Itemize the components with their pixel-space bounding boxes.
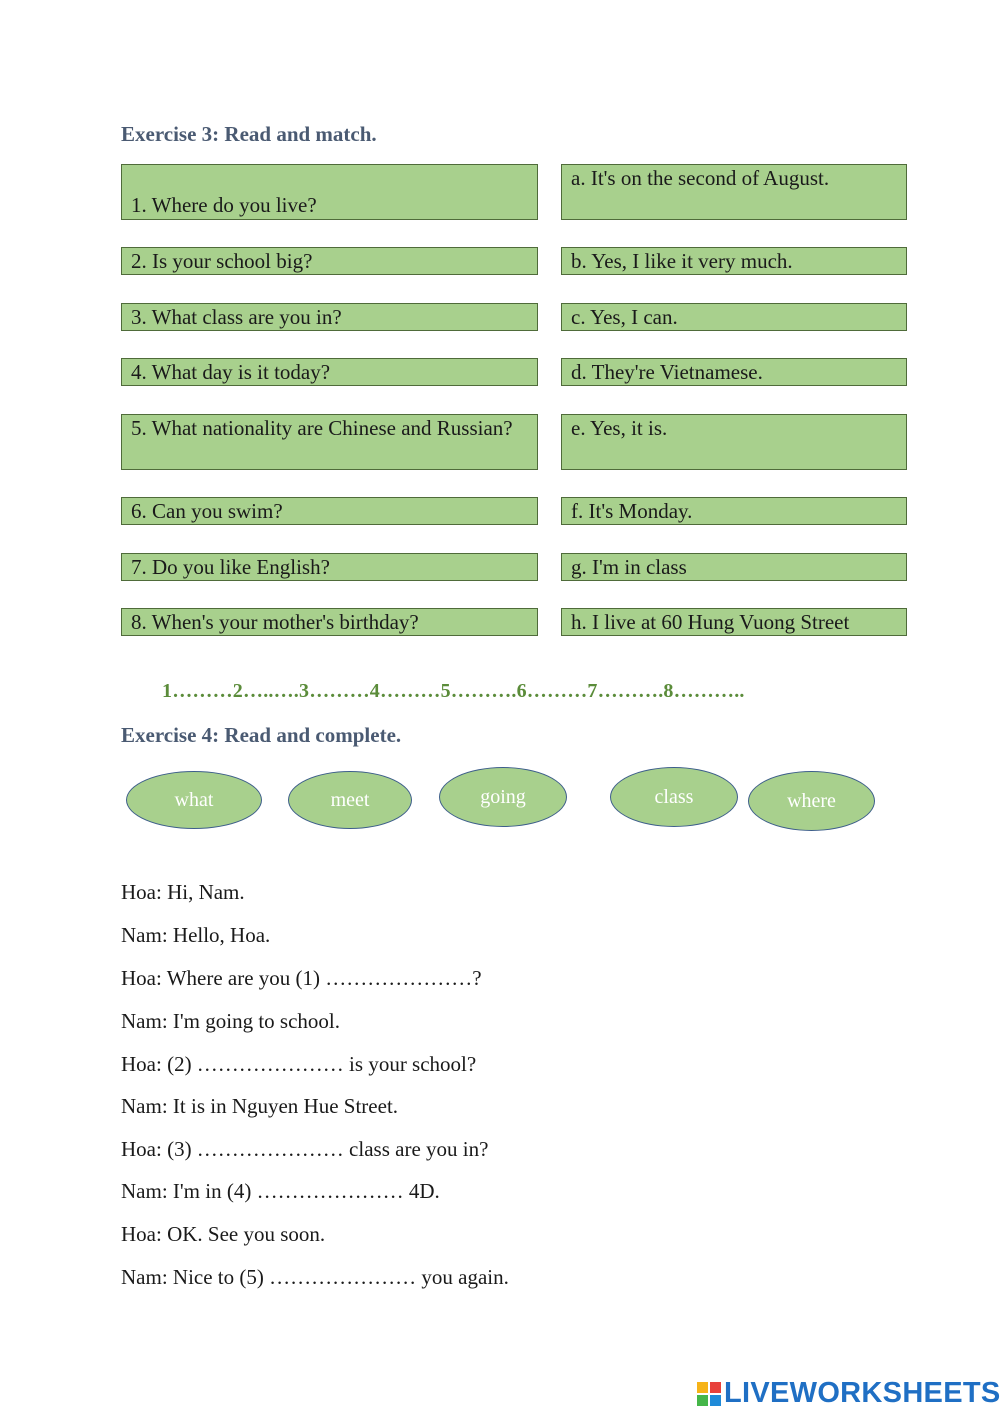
answer-c: c. Yes, I can.: [561, 303, 907, 331]
dialogue-line-8[interactable]: Nam: I'm in (4) ………………… 4D.: [121, 1179, 440, 1203]
exercise-4-title: Exercise 4: Read and complete.: [121, 723, 402, 747]
word-bank-where: where: [748, 771, 875, 831]
dialogue-line-4: Nam: I'm going to school.: [121, 1009, 341, 1033]
question-2: 2. Is your school big?: [121, 247, 538, 275]
question-8: 8. When's your mother's birthday?: [121, 608, 538, 636]
answer-b: b. Yes, I like it very much.: [561, 247, 907, 275]
dialogue-line-7[interactable]: Hoa: (3) ………………… class are you in?: [121, 1137, 489, 1161]
word-bank-meet: meet: [288, 771, 412, 829]
exercise-3-title: Exercise 3: Read and match.: [121, 122, 377, 146]
dialogue-line-3[interactable]: Hoa: Where are you (1) …………………?: [121, 966, 482, 990]
word-bank-class: class: [610, 767, 738, 827]
answer-f: f. It's Monday.: [561, 497, 907, 525]
question-3: 3. What class are you in?: [121, 303, 538, 331]
dialogue-line-9: Hoa: OK. See you soon.: [121, 1222, 326, 1246]
answer-e: e. Yes, it is.: [561, 414, 907, 470]
logo-text: LIVEWORKSHEETS: [724, 1377, 1000, 1409]
answer-a: a. It's on the second of August.: [561, 164, 907, 220]
question-6: 6. Can you swim?: [121, 497, 538, 525]
word-bank-what: what: [126, 771, 262, 829]
match-answer-line[interactable]: 1………2…..….3………4………5……….6………7……….8………..: [162, 680, 745, 702]
question-4: 4. What day is it today?: [121, 358, 538, 386]
dialogue-line-1: Hoa: Hi, Nam.: [121, 880, 245, 904]
answer-d: d. They're Vietnamese.: [561, 358, 907, 386]
dialogue-line-6: Nam: It is in Nguyen Hue Street.: [121, 1094, 399, 1118]
answer-h: h. I live at 60 Hung Vuong Street: [561, 608, 907, 636]
word-bank-going: going: [439, 767, 567, 827]
dialogue-line-10[interactable]: Nam: Nice to (5) ………………… you again.: [121, 1265, 509, 1289]
dialogue-line-5[interactable]: Hoa: (2) ………………… is your school?: [121, 1052, 477, 1076]
answer-g: g. I'm in class: [561, 553, 907, 581]
question-7: 7. Do you like English?: [121, 553, 538, 581]
question-1: 1. Where do you live?: [121, 164, 538, 220]
question-5: 5. What nationality are Chinese and Russian?: [121, 414, 538, 470]
dialogue-line-2: Nam: Hello, Hoa.: [121, 923, 271, 947]
liveworksheets-logo-icon: [697, 1382, 721, 1406]
liveworksheets-logo[interactable]: [697, 1377, 1000, 1410]
